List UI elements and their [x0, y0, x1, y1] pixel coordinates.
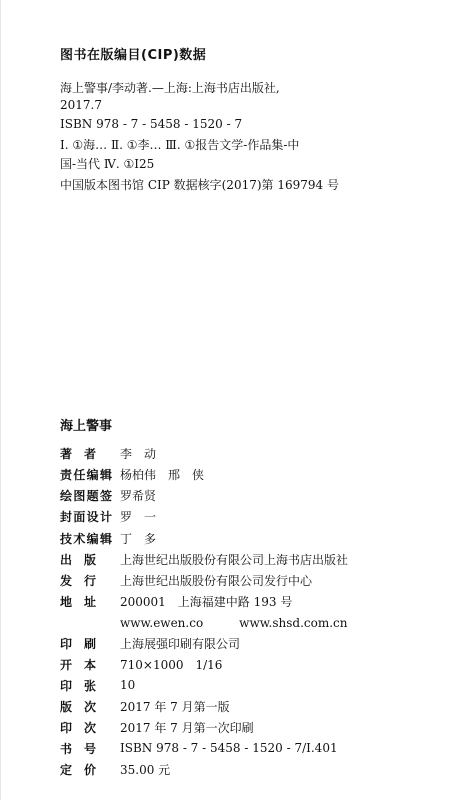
info-value: 杨柏伟 邢 侠 [120, 467, 205, 482]
info-label-char: 次 [83, 720, 96, 735]
info-row [60, 739, 338, 757]
info-value: 35.00 元 [120, 762, 171, 777]
info-label-char: 设 [86, 509, 99, 524]
info-label-char: 刷 [83, 636, 96, 651]
info-value: 2017 年 7 月第一版 [120, 699, 230, 714]
info-row [60, 486, 157, 504]
info-label-char: 版 [83, 552, 96, 567]
info-label [60, 593, 96, 610]
info-label [60, 677, 96, 694]
info-label-char: 责 [60, 467, 73, 482]
info-value: 丁 多 [120, 531, 157, 546]
info-value: 上海世纪出版股份有限公司上海书店出版社 [120, 552, 349, 567]
cip-line-4: Ⅰ. ①海… Ⅱ. ①李… Ⅲ. ①报告文学-作品集-中 [60, 138, 300, 152]
info-label-char: 辑 [99, 467, 112, 482]
info-label-char: 图 [73, 488, 86, 503]
info-label-char: 题 [86, 488, 99, 503]
info-label-char: 编 [86, 467, 99, 482]
info-row [60, 529, 157, 547]
info-row [60, 697, 230, 715]
info-label-char: 印 [60, 720, 73, 735]
info-value: 上海展强印刷有限公司 [120, 636, 241, 651]
info-label [60, 551, 96, 568]
info-label-char: 辑 [99, 531, 112, 546]
info-value: 上海世纪出版股份有限公司发行中心 [120, 573, 313, 588]
info-label-char: 本 [83, 657, 96, 672]
cip-line-3: ISBN 978 - 7 - 5458 - 1520 - 7 [60, 117, 243, 131]
info-label-char: 定 [60, 762, 73, 777]
info-label [60, 761, 96, 778]
info-row [60, 634, 241, 652]
info-value: 李 动 [120, 446, 157, 461]
info-row [60, 718, 254, 736]
info-value: www.ewen.co www.shsd.com.cn [120, 615, 348, 630]
info-label-char: 出 [60, 552, 73, 567]
info-row [60, 444, 157, 462]
info-label-char: 任 [73, 467, 86, 482]
info-label-char: 书 [60, 741, 73, 756]
info-label-char: 面 [73, 509, 86, 524]
info-label-char: 发 [60, 573, 73, 588]
info-label [60, 508, 112, 525]
info-label [60, 719, 96, 736]
info-label-char: 绘 [60, 488, 73, 503]
info-label [60, 530, 112, 547]
info-label-char: 版 [60, 699, 73, 714]
info-label-char: 者 [83, 446, 96, 461]
info-label-char: 址 [83, 594, 96, 609]
info-label-char: 开 [60, 657, 73, 672]
info-row [60, 465, 205, 483]
info-label-char: 签 [99, 488, 112, 503]
info-label-char: 印 [60, 636, 73, 651]
info-row [60, 655, 223, 673]
book-title: 海上警事 [60, 419, 113, 434]
info-row [60, 507, 157, 525]
info-label-char: 行 [83, 573, 96, 588]
info-label [60, 572, 96, 589]
info-label-char: 地 [60, 594, 73, 609]
cip-line-6: 中国版本图书馆 CIP 数据核字(2017)第 169794 号 [60, 178, 339, 192]
cip-line-2: 2017.7 [60, 98, 102, 112]
info-row [60, 613, 348, 631]
info-label-char: 张 [83, 678, 96, 693]
info-label-char: 术 [73, 531, 86, 546]
cip-line-1: 海上警事/李动著.—上海:上海书店出版社, [60, 81, 280, 95]
info-label-char: 封 [60, 509, 73, 524]
info-value: 710×1000 1/16 [120, 657, 223, 672]
info-row [60, 676, 136, 694]
info-row [60, 592, 293, 610]
info-label [60, 487, 112, 504]
info-value: 200001 上海福建中路 193 号 [120, 594, 293, 609]
info-row [60, 571, 313, 589]
info-label-char: 计 [99, 509, 112, 524]
info-label [60, 466, 112, 483]
info-label-char: 价 [83, 762, 96, 777]
info-label [60, 635, 96, 652]
info-label [60, 740, 96, 757]
info-label-char: 技 [60, 531, 73, 546]
info-label-char: 著 [60, 446, 73, 461]
info-value: 2017 年 7 月第一次印刷 [120, 720, 254, 735]
cip-line-5: 国-当代 Ⅳ. ①I25 [60, 157, 155, 171]
info-label [60, 698, 96, 715]
info-label-char: 次 [83, 699, 96, 714]
info-label-char: 号 [83, 741, 96, 756]
info-value: 罗希贤 [120, 488, 157, 503]
info-value: ISBN 978 - 7 - 5458 - 1520 - 7/I.401 [120, 741, 338, 755]
cip-heading: 图书在版编目(CIP)数据 [60, 48, 207, 63]
info-row [60, 760, 171, 778]
info-label [60, 656, 96, 673]
page-left-edge [0, 0, 1, 800]
info-value: 罗 一 [120, 509, 157, 524]
info-row [60, 550, 349, 568]
info-label-char: 印 [60, 678, 73, 693]
info-value: 10 [120, 678, 136, 692]
info-label [60, 445, 96, 462]
info-label-char: 编 [86, 531, 99, 546]
